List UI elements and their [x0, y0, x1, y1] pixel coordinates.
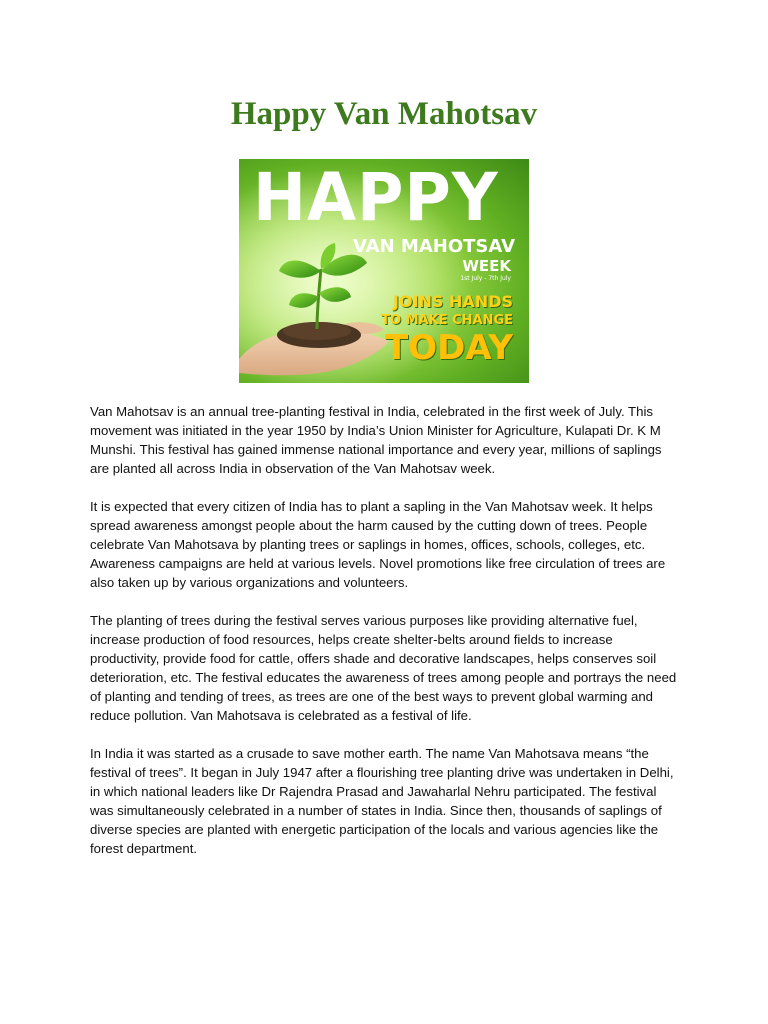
- banner-joins-hands-text: JOINS HANDS: [393, 292, 513, 311]
- banner-image: [239, 159, 529, 383]
- paragraph-4: In India it was started as a crusade to save mother earth. The name Van Mahotsava means “the festival of trees”. It began in July 1947 after a flourishing tree planting drive was undertaken in Delhi, in which national leaders like Dr Rajendra Prasad and Jawaharlal Nehru participated. The festival was simultaneously celebrated in a number of states in India. Since then, thousands of saplings of diverse species are planted with energetic participation of the locals and various agencies like the forest department.: [90, 746, 674, 856]
- paragraph-2: It is expected that every citizen of India has to plant a sapling in the Van Mahotsav week. It helps spread awareness amongst people about the harm caused by the cutting down of trees. People celebrate Van Mahotsava by planting trees or saplings in homes, offices, schools, colleges, etc. Awareness campaigns are held at various levels. Novel promotions like free circulation of trees are also taken up by various organizations and volunteers.: [90, 499, 666, 590]
- banner-van-mahotsav-text: VAN MAHOTSAV: [352, 236, 515, 257]
- paragraph-1: Van Mahotsav is an annual tree-planting festival in India, celebrated in the first week of July. This movement was initiated in the year 1950 by India’s Union Minister for Agriculture, Kulapati Dr. K M Munshi. This festival has gained immense national importance and every year, millions of saplings are planted all across India in observation of the Van Mahotsav week.: [90, 404, 662, 476]
- banner-date-text: 1st July - 7th July: [460, 275, 511, 282]
- paragraph-3: The planting of trees during the festival serves various purposes like providing alternative fuel, increase production of food resources, helps create shelter-belts around fields to increase productivity, provide food for cattle, offers shade and decorative landscapes, helps conserves soil deterioration, etc. The festival educates the awareness of trees among people and portrays the need of planting and tending of trees, as trees are one of the best ways to prevent global warming and reduce pollution. Van Mahotsava is celebrated as a festival of life.: [90, 613, 677, 723]
- article-body: [90, 402, 682, 877]
- banner-week-text: WEEK: [462, 257, 511, 275]
- banner-today-text: TODAY: [385, 328, 513, 368]
- banner-happy-text: HAPPY: [253, 159, 499, 236]
- banner-make-change-text: TO MAKE CHANGE: [381, 313, 513, 328]
- page-title: Happy Van Mahotsav: [230, 96, 538, 132]
